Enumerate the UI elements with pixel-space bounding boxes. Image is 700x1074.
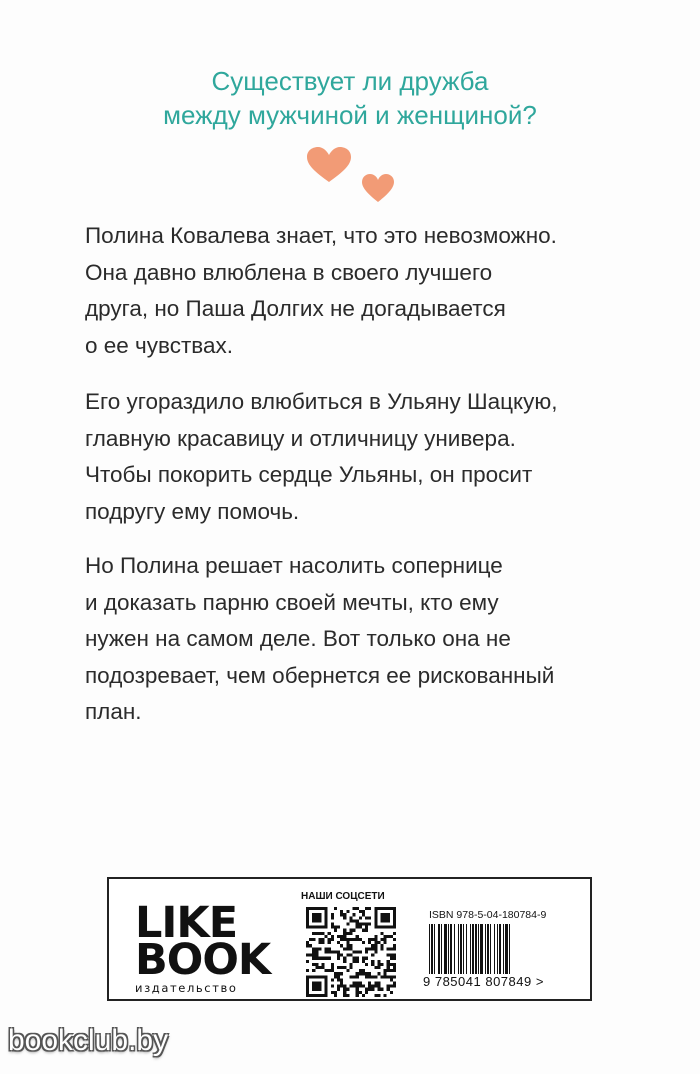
headline-line-1: Существует ли дружба (211, 66, 489, 96)
headline (0, 64, 700, 132)
paragraph-1 (85, 218, 645, 364)
paragraph-3-line: нужен на самом деле. Вот только она не (85, 626, 511, 651)
heart-large (307, 147, 351, 182)
logo-line-2: BOOK (135, 935, 271, 985)
paragraph-3-line: подозревает, чем обернется ее рискованный (85, 662, 555, 688)
headline-line-2: между мужчиной и женщиной? (163, 100, 537, 130)
paragraph-1-line: Полина Ковалева знает, что это невозможно. (85, 223, 557, 248)
logo-line-1: LIKE (135, 898, 238, 948)
publisher-logo (135, 898, 300, 995)
paragraph-1-line: друга, но Паша Долгих не догадывается (85, 296, 506, 321)
barcode (427, 924, 567, 974)
paragraph-2-line: Чтобы покорить сердце Ульяны, он просит (85, 462, 533, 487)
qr-code[interactable] (306, 907, 396, 997)
logo-subtitle: издательство (135, 981, 238, 995)
paragraph-2-line: Его угораздило влюбиться в Ульяну Шацкую, (85, 389, 558, 414)
socials-label: НАШИ СОЦСЕТИ (301, 891, 385, 902)
publisher-info-box (107, 877, 592, 1001)
paragraph-1-line: о ее чувствах. (85, 332, 233, 358)
paragraph-3-line: Но Полина решает насолить сопернице (85, 553, 503, 578)
paragraph-3-line: и доказать парню своей мечты, кто ему (85, 589, 499, 615)
paragraph-2-line: главную красавицу и отличницу универа. (85, 425, 516, 451)
heart-small (362, 174, 394, 202)
paragraph-3-line: план. (85, 699, 142, 724)
paragraph-2-line: подругу ему помочь. (85, 498, 300, 524)
paragraph-3 (85, 548, 645, 731)
isbn-text: ISBN 978-5-04-180784-9 (429, 909, 547, 921)
paragraph-1-line: Она давно влюблена в своего лучшего (85, 259, 493, 285)
barcode-number: 9 785041 807849 > (423, 974, 544, 989)
hearts-icon (302, 146, 402, 206)
paragraph-2 (85, 384, 645, 530)
watermark: bookclub.by (8, 1024, 169, 1057)
